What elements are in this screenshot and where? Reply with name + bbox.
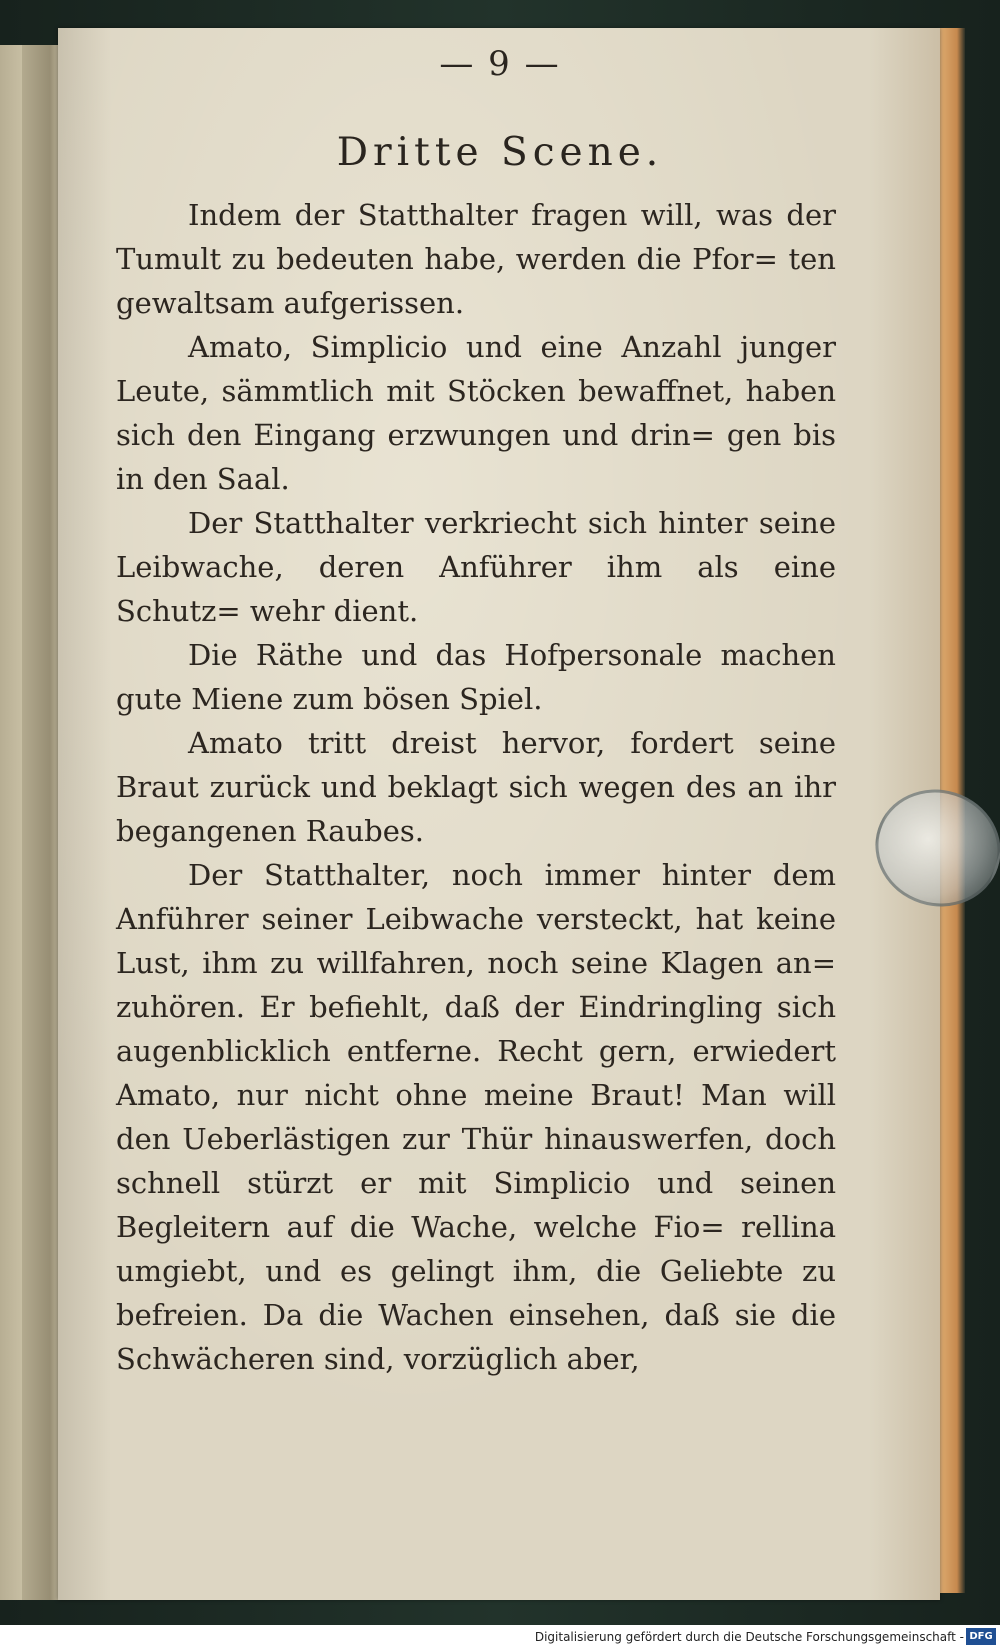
scene-title: Dritte Scene. — [336, 130, 664, 175]
dfg-logo: DFG — [966, 1628, 996, 1645]
paragraph: Der Statthalter, noch immer hinter dem Anführer seiner Leibwache versteckt, hat keine Lust, ihm zu willfahren, noch seine Klagen an= zuhören. Er befiehlt, daß der Eindringling sich augenblicklich entferne. Recht gern, erwiedert Amato, nur nicht ohne meine Braut! Man will den Ueberlästigen zur Thür hinauswerfen, doch schnell stürzt er mit Simplicio und seinen Begleitern auf die Wache, welche Fio= rellina umgiebt, und es gelingt ihm, die Geliebte zu befreien. Da die Wachen einsehen, daß sie die Schwächeren sind, vorzüglich aber, — [116, 858, 836, 1376]
paragraph: Amato, Simplicio und eine Anzahl junger Leute, sämmtlich mit Stöcken bewaffnet, haben sich den Eingang erzwungen und drin= gen bis in den Saal. — [116, 330, 836, 496]
funding-credit: Digitalisierung gefördert durch die Deutsche Forschungsgemeinschaft - — [534, 1630, 964, 1644]
book-gutter — [22, 45, 62, 1600]
page-number: — 9 — — [439, 44, 561, 84]
paragraph: Die Räthe und das Hofpersonale machen gute Miene zum bösen Spiel. — [116, 638, 836, 716]
page-body — [116, 193, 836, 1381]
paragraph: Der Statthalter verkriecht sich hinter seine Leibwache, deren Anführer ihm als eine Schutz= wehr dient. — [116, 506, 836, 628]
paragraph: Indem der Statthalter fragen will, was der Tumult zu bedeuten habe, werden die Pfor= ten gewaltsam aufgerissen. — [116, 198, 836, 320]
paragraph: Amato tritt dreist hervor, fordert seine Braut zurück und beklagt sich wegen des an ihr begangenen Raubes. — [116, 726, 836, 848]
